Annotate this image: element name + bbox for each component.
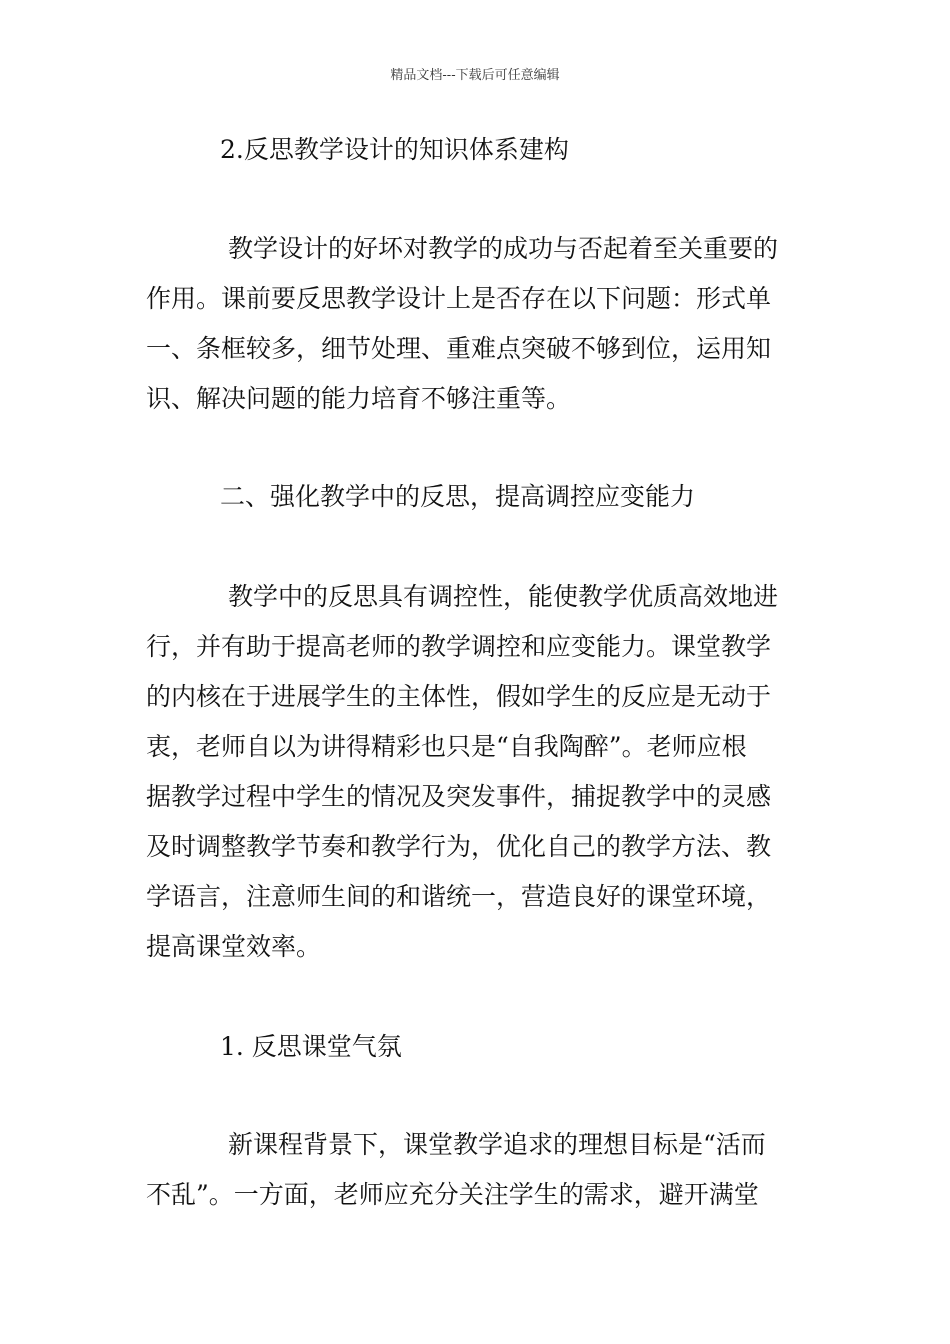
paragraph-line: 及时调整教学节奏和教学行为，优化自己的教学方法、教 [146, 832, 772, 861]
section-heading: 2.反思教学设计的知识体系建构 [220, 135, 569, 164]
paragraph-line: 作用。课前要反思教学设计上是否存在以下问题：形式单 [146, 284, 772, 313]
paragraph-line: 教学设计的好坏对教学的成功与否起着至关重要的 [228, 234, 779, 263]
page-header: 精品文档---下载后可任意编辑 [390, 68, 560, 83]
paragraph-line: 一、条框较多，细节处理、重难点突破不够到位，运用知 [146, 334, 772, 363]
paragraph-line: 学语言，注意师生间的和谐统一，营造良好的课堂环境， [146, 882, 772, 911]
paragraph-line: 衷，老师自以为讲得精彩也只是“自我陶醉”。老师应根 [146, 732, 747, 761]
paragraph-line: 识、解决问题的能力培育不够注重等。 [146, 384, 572, 413]
paragraph-line: 新课程背景下，课堂教学追求的理想目标是“活而 [228, 1130, 766, 1159]
section-heading: 1. 反思课堂气氛 [220, 1032, 402, 1061]
section-heading: 二、强化教学中的反思，提高调控应变能力 [220, 482, 696, 511]
paragraph-line: 教学中的反思具有调控性，能使教学优质高效地进 [228, 582, 779, 611]
paragraph-line: 不乱”。一方面，老师应充分关注学生的需求，避开满堂 [146, 1180, 759, 1209]
paragraph-line: 行，并有助于提高老师的教学调控和应变能力。课堂教学 [146, 632, 772, 661]
paragraph-line: 提高课堂效率。 [146, 932, 322, 961]
paragraph-line: 的内核在于进展学生的主体性，假如学生的反应是无动于 [146, 682, 772, 711]
paragraph-line: 据教学过程中学生的情况及突发事件，捕捉教学中的灵感 [146, 782, 772, 811]
